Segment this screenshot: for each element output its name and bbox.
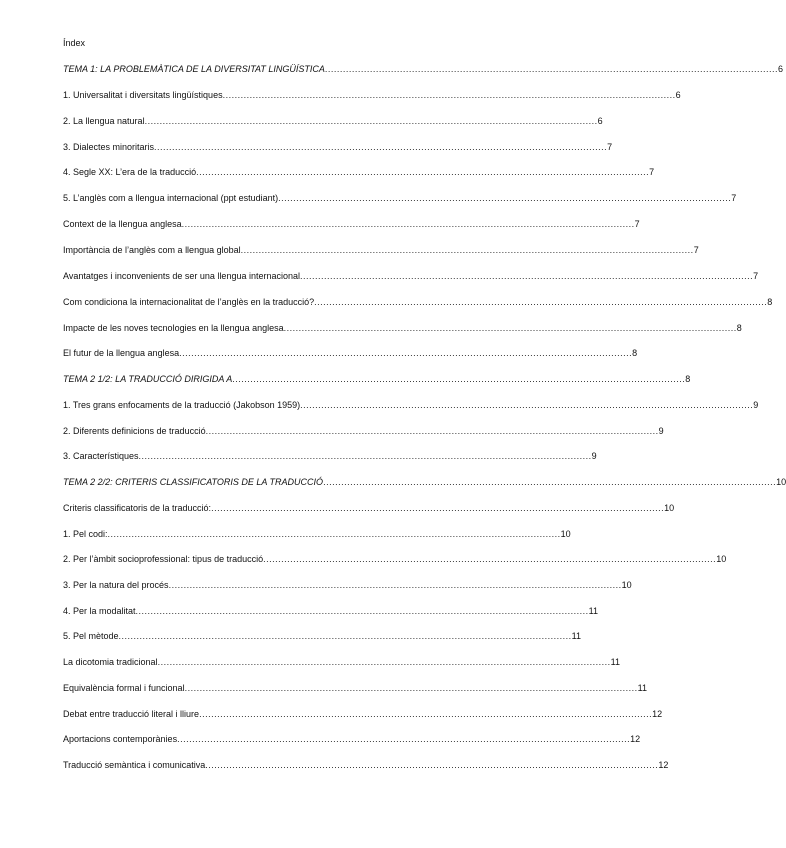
toc-entry-page: 8 bbox=[736, 323, 742, 333]
toc-entry-page: 9 bbox=[753, 400, 759, 410]
toc-entry[interactable] bbox=[63, 141, 613, 153]
toc-entry-page: 7 bbox=[753, 271, 759, 281]
toc-leader: ....................................................................................................................................................... bbox=[263, 554, 717, 564]
toc-entry[interactable] bbox=[63, 270, 759, 282]
toc-entry-page: 8 bbox=[632, 348, 638, 358]
toc-leader: ....................................................................................................................................................... bbox=[118, 631, 572, 641]
toc-entry-page: 8 bbox=[767, 297, 773, 307]
toc-leader: ....................................................................................................................................................... bbox=[205, 760, 659, 770]
toc-leader: ....................................................................................................................................................... bbox=[240, 245, 694, 255]
toc-leader: ....................................................................................................................................................... bbox=[168, 580, 622, 590]
toc-leader: ....................................................................................................................................................... bbox=[300, 271, 754, 281]
toc-leader: ....................................................................................................................................................... bbox=[177, 734, 631, 744]
toc-entry-text: Avantatges i inconvenients de ser una llengua internacional bbox=[63, 271, 300, 281]
toc-entry[interactable] bbox=[63, 373, 691, 385]
toc-leader: ....................................................................................................................................................... bbox=[300, 400, 754, 410]
toc-entry-text: 4. Per la modalitat bbox=[63, 606, 136, 616]
toc-entry-page: 10 bbox=[664, 503, 675, 513]
toc-leader: ....................................................................................................................................................... bbox=[154, 142, 608, 152]
toc-entry-text: TEMA 1: LA PROBLEMÀTICA DE LA DIVERSITAT LINGÜÍSTICA bbox=[63, 64, 325, 74]
toc-leader: ....................................................................................................................................................... bbox=[138, 451, 592, 461]
toc-entry-text: Impacte de les noves tecnologies en la llengua anglesa bbox=[63, 323, 284, 333]
toc-entry[interactable] bbox=[63, 553, 727, 565]
toc-entry[interactable] bbox=[63, 579, 632, 591]
toc-entry[interactable] bbox=[63, 166, 655, 178]
toc-entry[interactable] bbox=[63, 630, 581, 642]
toc-entry-text: 3. Dialectes minoritaris bbox=[63, 142, 155, 152]
toc-leader: ....................................................................................................................................................... bbox=[144, 116, 598, 126]
toc-entry-text: Context de la llengua anglesa bbox=[63, 219, 182, 229]
toc-entry-text: 4. Segle XX: L’era de la traducció bbox=[63, 167, 197, 177]
toc-entry-page: 11 bbox=[571, 631, 581, 641]
toc-leader: ....................................................................................................................................................... bbox=[283, 323, 737, 333]
toc-entry[interactable] bbox=[63, 218, 640, 230]
toc-entry-page: 10 bbox=[716, 554, 727, 564]
toc-entry-page: 6 bbox=[777, 64, 783, 74]
toc-entry[interactable] bbox=[63, 759, 669, 771]
toc-entry-page: 10 bbox=[560, 529, 571, 539]
toc-entry[interactable] bbox=[63, 192, 737, 204]
toc-leader: ....................................................................................................................................................... bbox=[278, 193, 732, 203]
toc-entry-page: 7 bbox=[731, 193, 737, 203]
toc-entry[interactable] bbox=[63, 733, 641, 745]
toc-leader: ....................................................................................................................................................... bbox=[199, 709, 653, 719]
toc-entry-text: 3. Per la natura del procés bbox=[63, 580, 169, 590]
toc-entry-page: 11 bbox=[588, 606, 598, 616]
toc-leader: ....................................................................................................................................................... bbox=[232, 374, 686, 384]
toc-entry-page: 12 bbox=[652, 709, 663, 719]
toc-entry-text: TEMA 2 2/2: CRITERIS CLASSIFICATORIS DE LA TRADUCCIÓ bbox=[63, 477, 324, 487]
toc-entry-text: 2. Diferents definicions de traducció bbox=[63, 426, 206, 436]
toc-leader: ....................................................................................................................................................... bbox=[314, 297, 768, 307]
toc-entry-text: 5. L’anglès com a llengua internacional (ppt estudiant) bbox=[63, 193, 279, 203]
toc-leader: ....................................................................................................................................................... bbox=[184, 683, 638, 693]
toc-entry-page: 11 bbox=[610, 657, 620, 667]
toc-leader: ....................................................................................................................................................... bbox=[179, 348, 633, 358]
toc-entry-text: Com condiciona la internacionalitat de l’anglès en la traducció? bbox=[63, 297, 315, 307]
toc-entry[interactable] bbox=[63, 656, 620, 668]
toc-entry-page: 10 bbox=[776, 477, 786, 487]
toc-entry[interactable] bbox=[63, 682, 647, 694]
toc-leader: ....................................................................................................................................................... bbox=[222, 90, 676, 100]
toc-entry-page: 7 bbox=[634, 219, 640, 229]
toc-entry[interactable] bbox=[63, 63, 783, 75]
toc-entry-text: Criteris classificatoris de la traducció: bbox=[63, 503, 212, 513]
toc-entry-page: 9 bbox=[658, 426, 664, 436]
toc-entry-page: 12 bbox=[630, 734, 641, 744]
toc-entry-page: 11 bbox=[637, 683, 647, 693]
toc-entry[interactable] bbox=[63, 450, 597, 462]
toc-entry-page: 10 bbox=[621, 580, 632, 590]
toc-leader: ....................................................................................................................................................... bbox=[135, 606, 589, 616]
toc-entry-text: 2. Per l’àmbit socioprofessional: tipus de traducció bbox=[63, 554, 264, 564]
toc-entry-text: TEMA 2 1/2: LA TRADUCCIÓ DIRIGIDA A bbox=[63, 374, 233, 384]
toc-entry[interactable] bbox=[63, 347, 638, 359]
toc-entry[interactable] bbox=[63, 476, 786, 488]
toc-entry-page: 8 bbox=[685, 374, 691, 384]
toc-entry-text: 5. Pel mètode bbox=[63, 631, 119, 641]
toc-leader: ....................................................................................................................................................... bbox=[157, 657, 611, 667]
toc-leader: ....................................................................................................................................................... bbox=[107, 529, 561, 539]
toc-entry[interactable] bbox=[63, 708, 663, 720]
toc-leader: ....................................................................................................................................................... bbox=[323, 477, 777, 487]
toc-entry-page: 6 bbox=[597, 116, 603, 126]
toc-entry[interactable] bbox=[63, 89, 681, 101]
toc-entry-text: Importància de l’anglès com a llengua global bbox=[63, 245, 241, 255]
toc-leader: ....................................................................................................................................................... bbox=[205, 426, 659, 436]
toc-leader: ....................................................................................................................................................... bbox=[211, 503, 665, 513]
toc-entry[interactable] bbox=[63, 605, 598, 617]
toc-entry-text: La dicotomia tradicional bbox=[63, 657, 158, 667]
toc-entry-page: 12 bbox=[658, 760, 669, 770]
toc-entry-page: 7 bbox=[693, 245, 699, 255]
toc-entry[interactable] bbox=[63, 296, 773, 308]
toc-leader: ....................................................................................................................................................... bbox=[196, 167, 650, 177]
toc-entry[interactable] bbox=[63, 425, 664, 437]
toc-entry-text: Debat entre traducció literal i lliure bbox=[63, 709, 200, 719]
toc-entry[interactable] bbox=[63, 244, 699, 256]
toc-entry[interactable] bbox=[63, 528, 571, 540]
toc-entry[interactable] bbox=[63, 322, 742, 334]
toc-entry-text: 1. Pel codi: bbox=[63, 529, 108, 539]
toc-leader: ....................................................................................................................................................... bbox=[324, 64, 778, 74]
toc-entry-text: 1. Tres grans enfocaments de la traducció (Jakobson 1959) bbox=[63, 400, 301, 410]
toc-entry-page: 7 bbox=[649, 167, 655, 177]
toc-entry-text: 2. La llengua natural bbox=[63, 116, 145, 126]
toc-entry-text: Equivalència formal i funcional bbox=[63, 683, 185, 693]
toc-entry-text: 3. Característiques bbox=[63, 451, 139, 461]
toc-entry[interactable] bbox=[63, 115, 603, 127]
toc-entry-page: 9 bbox=[591, 451, 597, 461]
toc-entry-text: Traducció semàntica i comunicativa bbox=[63, 760, 206, 770]
toc-entry[interactable] bbox=[63, 399, 759, 411]
index-title: Índex bbox=[63, 38, 86, 48]
toc-entry-text: 1. Universalitat i diversitats lingüístiques bbox=[63, 90, 223, 100]
toc-entry-text: El futur de la llengua anglesa bbox=[63, 348, 180, 358]
toc-entry-text: Aportacions contemporànies bbox=[63, 734, 178, 744]
toc-entry-page: 6 bbox=[675, 90, 681, 100]
toc-leader: ....................................................................................................................................................... bbox=[181, 219, 635, 229]
toc-entry-page: 7 bbox=[607, 142, 613, 152]
toc-entry[interactable] bbox=[63, 502, 675, 514]
